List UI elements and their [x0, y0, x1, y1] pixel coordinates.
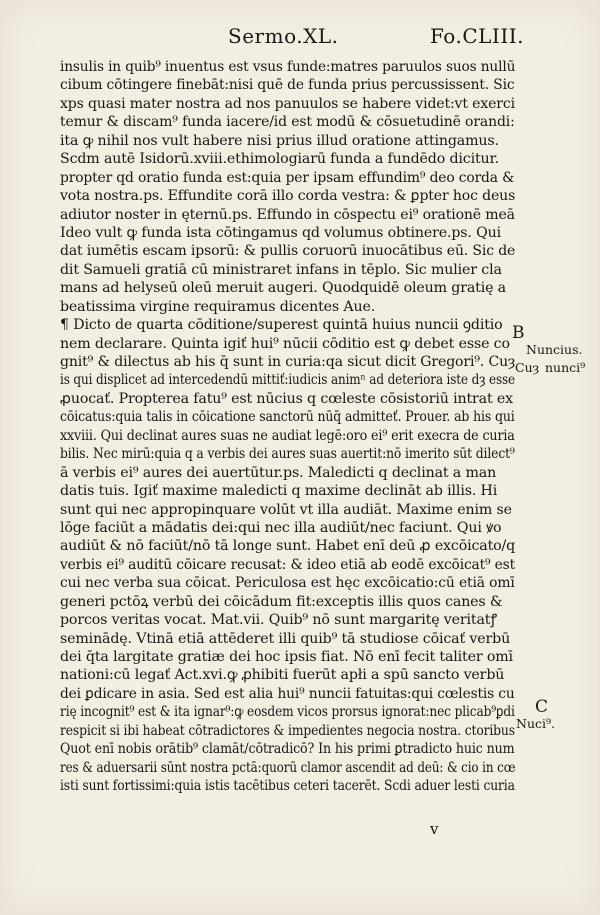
- text-line: ā verbis ei⁹ aures dei auertūtur.ps. Maledicti q declinat a man: [60, 464, 497, 481]
- text-line: propter qd oratio funda est:quia per ipsam effundim⁹ deo corda &: [60, 169, 515, 186]
- text-line: mans ad helyseū oleū meruit augeri. Quodquidē oleum gratię a: [60, 280, 506, 297]
- text-line: respicit si ibi habeat cōtradictores & impedientes negocia nostra. ctoribus: [60, 722, 515, 739]
- text-line: gnit⁹ & dilectus ab his q̄ sunt in curia:qa sicut dicit Gregori⁹. Cuȝ: [60, 354, 516, 370]
- text-line: cōicatus:quia talis in cōicatione sanctorū nūq̄ admitteť. Prouer. ab his qui: [60, 409, 515, 426]
- text-line: res & aduersarii sūnt nostra pctā:quorū clamor ascendit ad deū: & cio in cœ: [60, 759, 516, 776]
- running-title: Sermo.XL.: [228, 24, 339, 48]
- text-line: nem declarare. Quinta igiť hui⁹ nūcii cōditio est ꝙ debet esse co: [60, 335, 510, 352]
- margin-note-nunci: nunci⁹: [545, 360, 586, 375]
- folio-number: Fo.CLIII.: [430, 24, 524, 48]
- text-line: isti sunt fortissimi:quia istis tacētibus ceteri tacerēt. Scdi aduer lesti curia: [60, 778, 515, 795]
- text-line: vota nostra.ps. Effundite corā illo corda vestra: & ꝑpter hoc deus: [60, 188, 516, 205]
- text-line: lōge faciūt a mādatis dei:qui nec illa audiūt/nec faciunt. Qui ꝟo: [60, 519, 502, 536]
- text-line: ꝓuocať. Propterea fatu⁹ est nūcius q cœleste cōsistoriū intrat ex: [60, 390, 513, 407]
- signature-mark: v: [430, 820, 439, 838]
- text-line: verbis ei⁹ auditū cōicare recusat: & ideo etiā ab eodē excōicat⁹ est: [60, 556, 516, 573]
- margin-word-nuci: Nuci⁹.: [516, 716, 555, 731]
- text-line: beatissima virgine requiramus dicentes Aue.: [60, 298, 376, 315]
- text-line: cibum cōtingere finebāt:nisi quē de funda prius percussissent. Sic: [60, 77, 515, 94]
- text-line: bilis. Nec mirū:quia q a verbis dei aures suas auertit:nō imerito sūt dilect⁹: [60, 446, 515, 463]
- text-line: xxviii. Qui declinat aures suas ne audiat legē:oro ei⁹ erit execra de curia: [60, 427, 515, 444]
- text-line: temur & discam⁹ funda iacere/id est modū & cōsuetudinē orandi:: [60, 114, 515, 131]
- margin-word-nuncius: Nuncius.: [526, 342, 583, 357]
- margin-letter-c: C: [535, 697, 549, 717]
- margin-note-cuj: Cuȝ: [515, 360, 540, 375]
- text-line: ¶ Dicto de quarta cōditione/superest quintā huius nuncii ꝯditio: [60, 317, 503, 334]
- text-line: generi pctōꝝ verbū dei cōicādum fit:exceptis illis quos canes &: [60, 593, 503, 610]
- text-line: ita ꝙ nihil nos vult habere nisi prius illud oratione attingamus.: [60, 132, 499, 149]
- text-line: Scdm autē Isidorū.xviii.ethimologiarū funda a fundēdo dicitur.: [60, 151, 499, 168]
- text-line: dei ꝑdicare in asia. Sed est alia hui⁹ nuncii fatuitas:qui cœlestis cu: [60, 685, 515, 702]
- text-line: adiutor noster in ęternū.ps. Effundo in cōspectu ei⁹ orationē meā: [60, 206, 515, 223]
- text-line: rię incognit⁹ est & ita ignar⁹:ꝙ eosdem vicos prorsus ignorat:nec plicab⁹ꝑdi: [60, 704, 515, 721]
- text-line: Quot enī nobis orātib⁹ clamāt/cōtradicō? In his primi ꝑtradicto huic num: [60, 741, 515, 758]
- body-text-block: [60, 58, 530, 796]
- text-line: xps quasi mater nostra ad nos panuulos se habere videt:vt exerci: [60, 95, 515, 112]
- text-line: Ideo vult ꝙ funda ista cōtingamus qd volumus obtinere.ps. Qui: [60, 224, 501, 241]
- text-line: dei q̄ta largitate gratiæ dei hoc ipsis fiat. Nō enī fecit taliter omī: [60, 649, 513, 665]
- text-line: is qui displicet ad intercedendū mittiť:iudicis animⁿ ad deteriora iste dȝ esse: [60, 372, 516, 389]
- text-line: insulis in quib⁹ inuentus est vsus funde:matres paruulos suos nullū: [60, 59, 516, 75]
- text-line: dat iumētis escam ipsorū: & pullis coruorū inuocātibus eū. Sic de: [60, 243, 516, 260]
- page-header: [0, 24, 600, 54]
- text-line: cui nec verba sua cōicat. Periculosa est hęc excōicatio:cū etiā omī: [60, 575, 515, 592]
- text-line: porcos veritas vocat. Mat.vii. Quib⁹ nō sunt margaritę veritatꝭ: [60, 612, 497, 629]
- text-line: seminādę. Vtinā etiā attēderet illi quib⁹ tā studiose cōicať verbū: [60, 630, 511, 647]
- text-line: dit Samueli gratiā cū ministraret infans in tēplo. Sic mulier cla: [60, 261, 502, 278]
- text-line: audiūt & nō faciūt/nō tā longe sunt. Habet enī deū ꝓ excōicato/q: [60, 538, 516, 555]
- text-line: sunt qui nec appropinquare volūt vt illa audiāt. Maxime enim se: [60, 501, 512, 518]
- text-line: datis tuis. Igiť maxime maledicti q maxime declināt ab illis. Hi: [60, 483, 498, 500]
- text-line: nationi:cū legať Act.xvi.ꝙ ꝓhibiti fuerūt apłi a spū sancto verbū: [60, 667, 505, 684]
- margin-letter-b: B: [512, 323, 525, 343]
